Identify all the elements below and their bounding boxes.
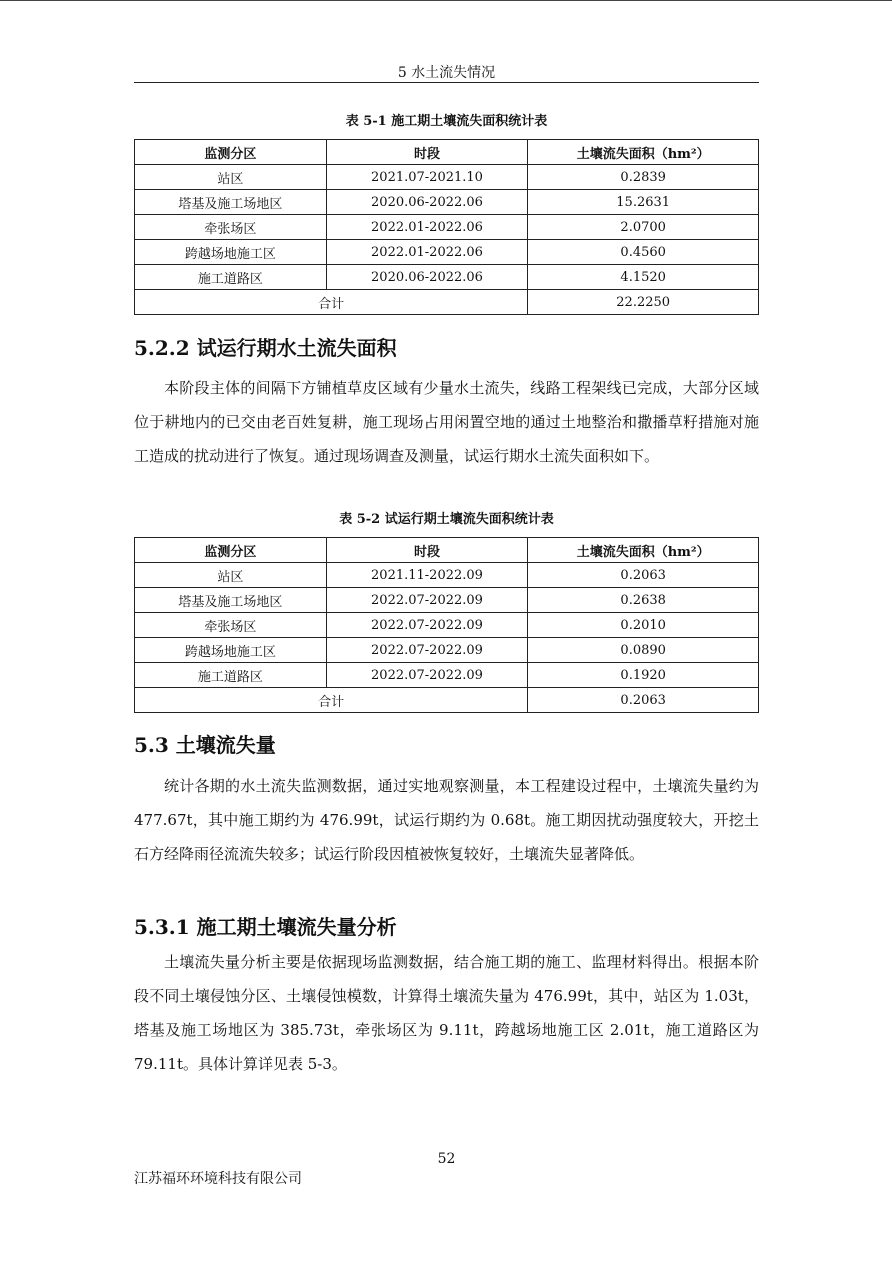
table-row [135, 663, 759, 688]
table1-caption: 表 5-1 施工期土壤流失面积统计表 [345, 114, 548, 129]
cell-period: 2022.01-2022.06 [326, 215, 528, 240]
cell-zone: 站区 [135, 165, 327, 190]
table-row [135, 240, 759, 265]
table2 [134, 537, 759, 713]
section-5-3-paragraph: 统计各期的水土流失监测数据，通过实地观察测量，本工程建设过程中，土壤流失量约为 477.67t，其中施工期约为 476.99t，试运行期约为 0.68t。施工期因扰动强度较大，开挖土石方经降雨径流流失较多；试运行阶段因植被恢复较好，土壤流失显著降低。 [134, 777, 759, 863]
cell-area: 0.2839 [528, 165, 759, 190]
section-5-2-2-heading: 5.2.2 试运行期水土流失面积 [134, 336, 397, 360]
header-cell-area: 土壤流失面积（hm²） [528, 140, 759, 165]
cell-zone: 跨越场地施工区 [135, 638, 327, 663]
cell-area: 0.0890 [528, 638, 759, 663]
header-cell-period: 时段 [326, 538, 528, 563]
cell-period: 2021.07-2021.10 [326, 165, 528, 190]
table-row [135, 265, 759, 290]
cell-period: 2021.11-2022.09 [326, 563, 528, 588]
total-label: 合计 [135, 290, 528, 315]
top-border [0, 0, 892, 1]
table-row [135, 613, 759, 638]
cell-area: 4.1520 [528, 265, 759, 290]
cell-zone: 塔基及施工场地区 [135, 588, 327, 613]
table-header-row [135, 538, 759, 563]
table-row [135, 165, 759, 190]
cell-period: 2022.01-2022.06 [326, 240, 528, 265]
table-row [135, 563, 759, 588]
table-total-row [135, 290, 759, 315]
header-rule [134, 82, 759, 83]
header-cell-area: 土壤流失面积（hm²） [528, 538, 759, 563]
cell-area: 0.2010 [528, 613, 759, 638]
section-5-3-1-heading: 5.3.1 施工期土壤流失量分析 [134, 915, 397, 939]
table-row [135, 588, 759, 613]
table1 [134, 139, 759, 315]
cell-area: 0.1920 [528, 663, 759, 688]
cell-period: 2022.07-2022.09 [326, 638, 528, 663]
cell-zone: 施工道路区 [135, 663, 327, 688]
cell-area: 0.4560 [528, 240, 759, 265]
total-label: 合计 [135, 688, 528, 713]
cell-period: 2020.06-2022.06 [326, 265, 528, 290]
cell-area: 2.0700 [528, 215, 759, 240]
cell-area: 15.2631 [528, 190, 759, 215]
cell-zone: 牵张场区 [135, 215, 327, 240]
page-number: 52 [437, 1151, 456, 1167]
cell-period: 2020.06-2022.06 [326, 190, 528, 215]
cell-zone: 跨越场地施工区 [135, 240, 327, 265]
table-header-row [135, 140, 759, 165]
table-row [135, 215, 759, 240]
table-total-row [135, 688, 759, 713]
cell-zone: 施工道路区 [135, 265, 327, 290]
section-5-2-2-paragraph: 本阶段主体的间隔下方铺植草皮区域有少量水土流失，线路工程架线已完成，大部分区域位于耕地内的已交由老百姓复耕，施工现场占用闲置空地的通过土地整治和撒播草籽措施对施工造成的扰动进行了恢复。通过现场调查及测量，试运行期水土流失面积如下。 [134, 379, 759, 465]
section-5-3-heading: 5.3 土壤流失量 [134, 733, 276, 757]
cell-period: 2022.07-2022.09 [326, 588, 528, 613]
section-5-3-1-paragraph: 土壤流失量分析主要是依据现场监测数据，结合施工期的施工、监理材料得出。根据本阶段不同土壤侵蚀分区、土壤侵蚀模数，计算得土壤流失量为 476.99t，其中，站区为 1.03t，塔基及施工场地区为 385.73t，牵张场区为 9.11t，跨越场地施工区 2.01t，施工道路区为 79.11t。具体计算详见表 5-3。 [134, 953, 759, 1073]
header-cell-period: 时段 [326, 140, 528, 165]
cell-area: 0.2063 [528, 563, 759, 588]
cell-zone: 牵张场区 [135, 613, 327, 638]
header-cell-zone: 监测分区 [135, 140, 327, 165]
cell-zone: 站区 [135, 563, 327, 588]
table-row [135, 190, 759, 215]
table-row [135, 638, 759, 663]
total-value: 0.2063 [528, 688, 759, 713]
cell-period: 2022.07-2022.09 [326, 613, 528, 638]
total-value: 22.2250 [528, 290, 759, 315]
running-header: 5 水土流失情况 [397, 65, 496, 81]
cell-zone: 塔基及施工场地区 [135, 190, 327, 215]
footer-company: 江苏福环环境科技有限公司 [134, 1171, 302, 1187]
cell-period: 2022.07-2022.09 [326, 663, 528, 688]
header-cell-zone: 监测分区 [135, 538, 327, 563]
cell-area: 0.2638 [528, 588, 759, 613]
table2-caption: 表 5-2 试运行期土壤流失面积统计表 [339, 512, 554, 527]
